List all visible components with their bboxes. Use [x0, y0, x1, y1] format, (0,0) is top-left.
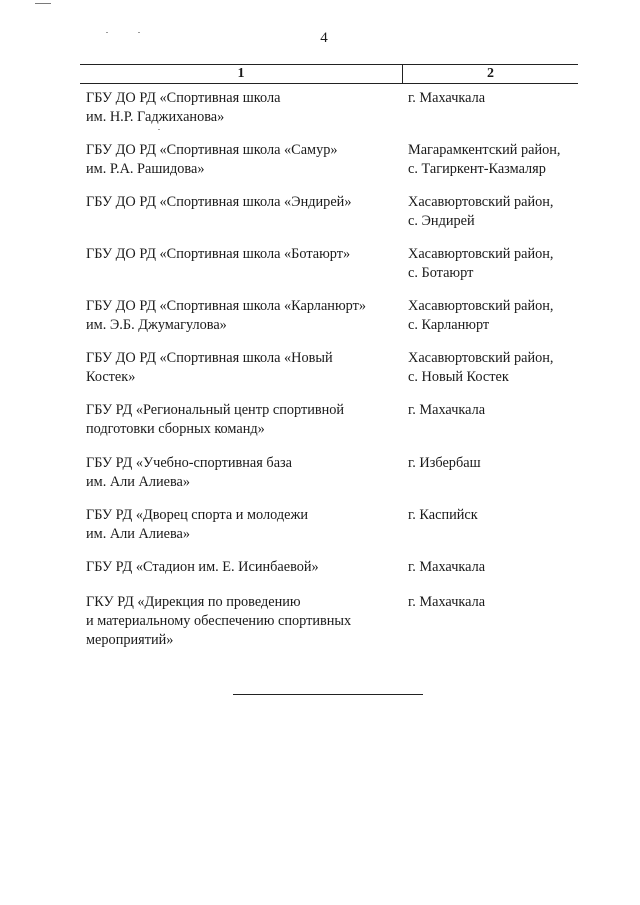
organization-name: ГКУ РД «Дирекция по проведению и материальному обеспечению спортивных мероприятий»	[86, 594, 352, 648]
scan-artifact-dot	[158, 129, 160, 130]
table-row	[80, 141, 578, 179]
scan-artifact-mark	[35, 3, 51, 4]
organization-name: ГБУ РД «Учебно-спортивная база им. Али Алиева»	[86, 455, 293, 490]
column-header-1: 1	[80, 65, 403, 83]
table-row	[80, 297, 578, 335]
organization-location: г. Махачкала	[408, 90, 486, 106]
organization-name: ГБУ ДО РД «Спортивная школа им. Н.Р. Гаджиханова»	[86, 90, 281, 125]
organization-name: ГБУ ДО РД «Спортивная школа «Эндирей»	[86, 194, 352, 210]
table-row	[80, 193, 578, 231]
page-number: 4	[320, 30, 328, 46]
organization-location: Хасавюртовский район, с. Эндирей	[408, 194, 554, 229]
organization-location: г. Избербаш	[408, 455, 481, 471]
organization-name: ГБУ РД «Региональный центр спортивной подготовки сборных команд»	[86, 402, 345, 437]
organization-location: Хасавюртовский район, с. Ботаюрт	[408, 246, 554, 281]
organization-name: ГБУ РД «Дворец спорта и молодежи им. Али Алиева»	[86, 507, 308, 542]
table-row	[80, 245, 578, 283]
organization-location: г. Махачкала	[408, 402, 486, 418]
table-row	[80, 593, 578, 650]
closing-rule	[233, 694, 423, 695]
organization-location: Хасавюртовский район, с. Карланюрт	[408, 298, 554, 333]
organization-location: Хасавюртовский район, с. Новый Костек	[408, 350, 554, 385]
organization-location: г. Махачкала	[408, 594, 486, 610]
organization-name: ГБУ РД «Стадион им. Е. Исинбаевой»	[86, 559, 319, 575]
organization-name: ГБУ ДО РД «Спортивная школа «Самур» им. Р.А. Рашидова»	[86, 142, 338, 177]
table-row	[80, 454, 578, 492]
organization-name: ГБУ ДО РД «Спортивная школа «Карланюрт» им. Э.Б. Джумагулова»	[86, 298, 366, 333]
column-header-2: 2	[487, 66, 494, 81]
organization-location: г. Махачкала	[408, 559, 486, 575]
organization-name: ГБУ ДО РД «Спортивная школа «Ботаюрт»	[86, 246, 351, 262]
table-row	[80, 349, 578, 387]
table-row	[80, 558, 578, 577]
organizations-table	[80, 64, 578, 648]
table-row	[80, 506, 578, 544]
organization-name: ГБУ ДО РД «Спортивная школа «Новый Костек»	[86, 350, 333, 385]
organization-location: Магарамкентский район, с. Тагиркент-Казмаляр	[408, 142, 561, 177]
table-header-row	[80, 64, 578, 84]
table-row	[80, 401, 578, 439]
table-row	[80, 89, 578, 127]
organization-location: г. Каспийск	[408, 507, 478, 523]
